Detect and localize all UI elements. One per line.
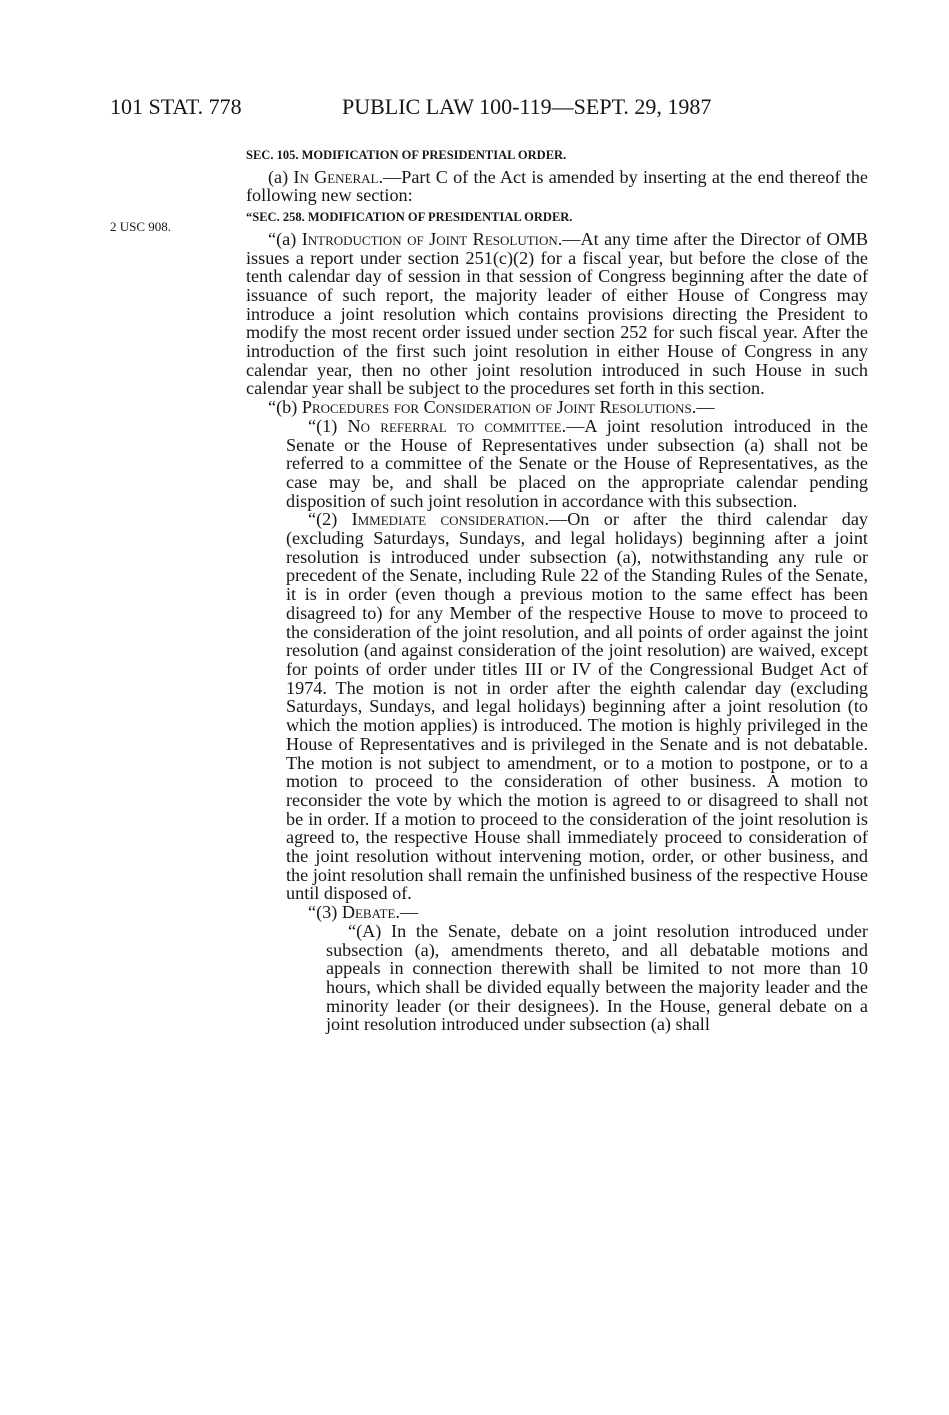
section-105-heading: SEC. 105. MODIFICATION OF PRESIDENTIAL ORDER. [246,148,567,162]
subsection-label: “(a) [268,228,302,249]
body-column [246,146,868,1034]
paragraph-text: —A joint resolution introduced in the Senate or the House of Representatives under subsection (a) shall not be referred to a committee of the Senate or the House of Representatives, as the case may be, and shall be placed on the appropriate calendar pending disposition of such joint resolution in accordance with this subsection. [286,415,868,511]
margin-citation: 2 USC 908. [110,219,172,234]
paragraph-3 [246,903,868,922]
paragraph-text: —Part C of the Act is amended by inserting at the end thereof the following new section: [246,166,868,206]
subsection-caption: Procedures for Consideration of Joint Resolutions. [301,397,697,418]
paragraph-caption: Immediate consideration. [351,509,550,530]
public-law-reference: PUBLIC LAW 100-119—SEPT. 29, 1987 [342,94,712,119]
statute-page-reference: 101 STAT. 778 [110,94,242,119]
paragraph-label: (a) [268,166,294,187]
subsection-caption: Introduction of Joint Resolution. [301,228,563,249]
subsection-text: —At any time after the Director of OMB issues a report under section 251(c)(2) for a fiscal year, but before the close of the tenth calendar day of session in that session of Congress beginning after the date of issuance of such report, the majority leader of either House of Congress may introduce a joint resolution which contains provisions directing the President to modify the most recent order issued under section 252 for such fiscal year. After the introduction of the first such joint resolution in either House of Congress in any calendar year, then no other joint resolution introduced in such House in such calendar year shall be subject to the procedures set forth in this section. [246,228,869,399]
subsection-b [246,398,868,417]
paragraph-2 [246,510,868,903]
subparagraph-a: “(A) In the Senate, debate on a joint resolution introduced under subsection (a), amendments thereto, and all debatable motions and appeals in connection therewith shall be limited to not more than 10 hours, which shall be divided equally between the majority leader and the minority leader (or their designees). In the House, general debate on a joint resolution introduced under subsection (a) shall [326,920,868,1035]
paragraph-caption: No referral to committee. [347,415,567,436]
page-header [110,92,770,122]
paragraph-text: —On or after the third calendar day (excluding Saturdays, Sundays, and legal holidays) beginning after a joint resolution is introduced under subsection (a), notwithstanding any rule or precedent of the Senate, including Rule 22 of the Standing Rules of the Senate, it is in order (even though a previous motion to the same effect has been disagreed to) for any Member of the respective House to move to proceed to the consideration of the joint resolution, and all points of order against the joint resolution (and against consideration of the joint resolution) are waived, except for points of order under titles III or IV of the Congressional Budget Act of 1974. The motion is not in order after the eighth calendar day (excluding Saturdays, Sundays, and legal holidays) beginning after a joint resolution (to which the motion applies) is introduced. The motion is highly privileged in the House of Representatives and is privileged in the Senate and is not debatable. The motion is not subject to amendment, or to a motion to postpone, or to a motion to proceed to the consideration of other business. A motion to reconsider the vote by which the motion is agreed to or disagreed to shall not be in order. If a motion to proceed to the consideration of the joint resolution is agreed to, the respective House shall immediately proceed to consideration of the joint resolution without intervening motion, order, or other business, and the joint resolution shall remain the unfinished business of the respective House until disposed of. [286,509,868,904]
paragraph-label: “(3) [308,902,342,923]
paragraph-label: “(2) [308,509,352,530]
subsection-text: — [696,397,715,418]
paragraph-caption: In General. [293,166,384,187]
subsection-label: “(b) [268,397,302,418]
paragraph-caption: Debate. [341,902,400,923]
paragraph-label: “(1) [308,415,348,436]
paragraph-1 [246,417,868,511]
section-258-heading: “SEC. 258. MODIFICATION OF PRESIDENTIAL ORDER. [246,210,573,225]
paragraph-text: — [399,902,419,923]
subsection-a [246,230,868,398]
section-105-paragraph-a [246,168,868,205]
